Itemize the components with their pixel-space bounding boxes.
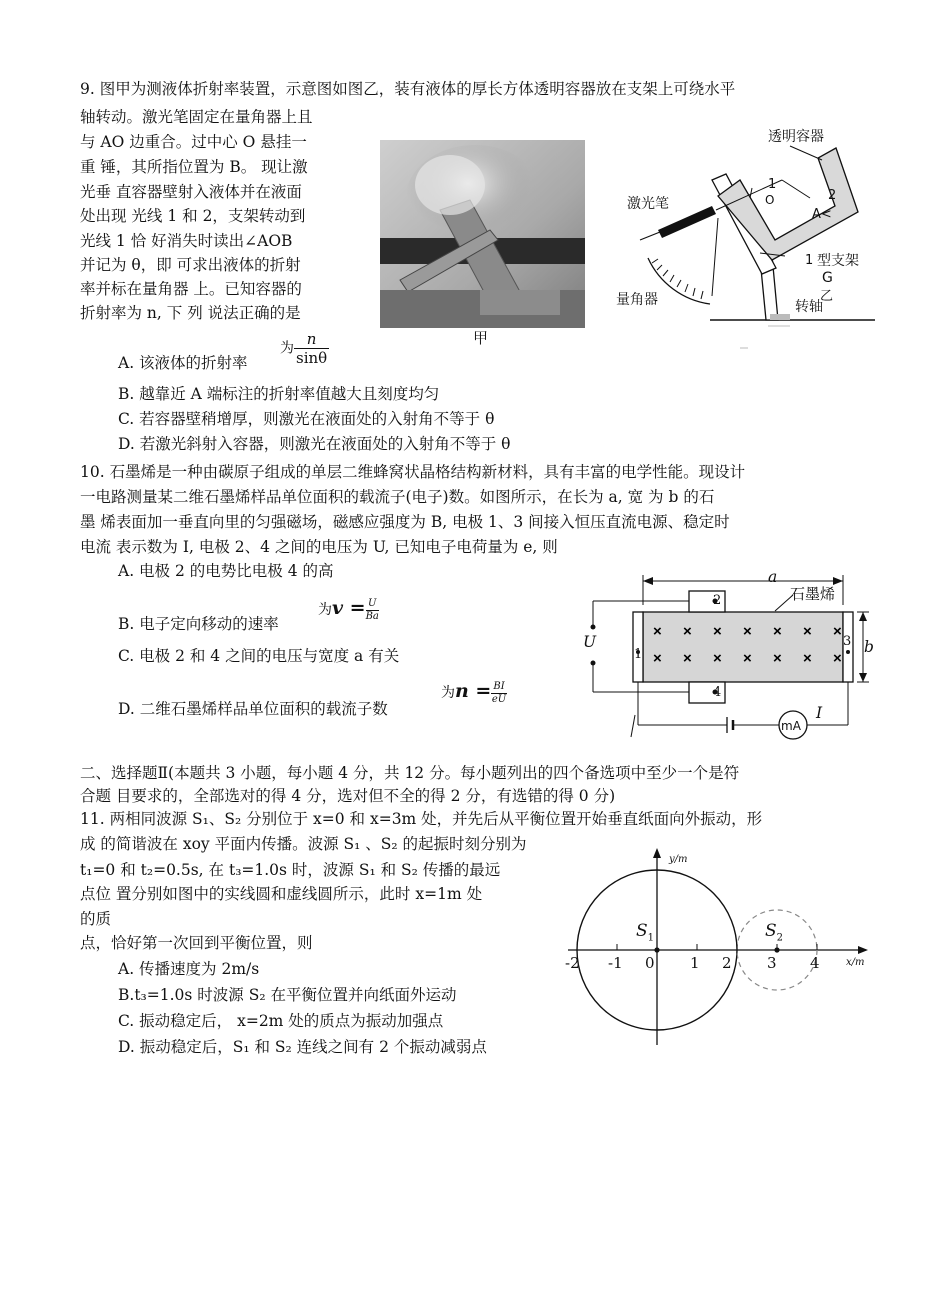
laser-pen-label: 激光笔: [627, 196, 669, 212]
y-axis-label: y/m: [669, 854, 688, 865]
dim-a-label: a: [768, 568, 778, 586]
q10-option-d-formula: 为n = $\frac{BI}{eU}$: [441, 680, 507, 705]
electrode-3-label: 3: [843, 634, 852, 649]
magnetic-field-cross: ×: [833, 623, 842, 640]
q9-stem-line-1: 9. 图甲为测液体折射率装置，示意图如图乙，装有液体的厚长方体透明容器放在支架上可绕水平: [80, 80, 736, 98]
q11-option-a: A. 传播速度为 2m/s: [118, 960, 260, 978]
one-label: 1: [805, 253, 814, 268]
s1-point: [654, 947, 659, 952]
s1-label: $S_1$: [636, 921, 655, 944]
tick-label-1: 1: [690, 954, 700, 972]
q9-option-d: D. 若激光斜射入容器，则激光在液面处的入射角不等于 θ: [118, 435, 511, 453]
bracket-label: 型支架: [817, 253, 859, 269]
tick-label-2: 2: [722, 954, 732, 972]
q9-stem-line-4: 重 锤，其所指位置为 B。 现让激: [80, 158, 308, 176]
q9-option-c: C. 若容器壁稍增厚，则激光在液面处的入射角不等于 θ: [118, 410, 495, 428]
q11-stem-line-3: t₁=0 和 t₂=0.5s, 在 t₃=1.0s 时，波源 S₁ 和 S₂ 传播的最远: [80, 861, 501, 879]
q9-stem-line-2: 轴转动。激光笔固定在量角器上且: [80, 108, 313, 126]
q11-option-c: C. 振动稳定后， x=2m 处的质点为振动加强点: [118, 1012, 444, 1030]
q10-option-a: A. 电极 2 的电势比电极 4 的高: [118, 562, 334, 580]
q11-stem-line-6: 点，恰好第一次回到平衡位置，则: [80, 934, 313, 952]
electrode-2-label: 2: [713, 593, 722, 608]
q11-stem-line-2: 成 的简谐波在 xoy 平面内传播。波源 S₁ 、S₂ 的起振时刻分别为: [80, 835, 527, 853]
q9-stem-line-9: 率并标在量角器 上。已知容器的: [80, 280, 302, 298]
axle-label: 转轴: [795, 299, 823, 315]
x-axis-label: x/m: [846, 957, 865, 968]
magnetic-field-cross: ×: [653, 623, 662, 640]
magnetic-field-cross: ×: [773, 650, 782, 667]
q9-photo: [380, 140, 585, 328]
protractor-label: 量角器: [616, 292, 658, 308]
tick-label-neg1: -1: [608, 954, 623, 972]
section2-line-1: 二、选择题Ⅱ(本题共 3 小题，每小题 4 分，共 12 分。每小题列出的四个备选项中至少一个是符: [80, 764, 740, 782]
magnetic-field-cross: ×: [773, 623, 782, 640]
voltage-u-label: U: [583, 633, 597, 651]
s2-label: $S_2$: [765, 921, 784, 944]
q9-stem-line-8: 并记为 θ，即 可求出液体的折射: [80, 256, 301, 274]
magnetic-field-cross: ×: [833, 650, 842, 667]
q10-option-c: C. 电极 2 和 4 之间的电压与宽度 a 有关: [118, 647, 400, 665]
magnetic-field-cross: ×: [803, 650, 812, 667]
q9-stem-line-10: 折射率为 n, 下 列 说法正确的是: [80, 304, 301, 322]
tick-label-3: 3: [767, 954, 777, 972]
current-i-label: I: [816, 704, 823, 722]
q10-stem-line-1: 10. 石墨烯是一种由碳原子组成的单层二维蜂窝状晶格结构新材料，具有丰富的电学性能。现设计: [80, 463, 746, 481]
q10-stem-line-2: 一电路测量某二维石墨烯样品单位面积的载流子(电子)数。如图所示，在长为 a, 宽 为 b 的石: [80, 488, 715, 506]
q10-stem-line-3: 墨 烯表面加一垂直向里的匀强磁场，磁感应强度为 B, 电极 1、3 间接入恒压直流电源、稳定时: [80, 513, 730, 531]
q11-stem-line-4: 点位 置分别如图中的实线圆和虚线圆所示，此时 x=1m 处: [80, 885, 483, 903]
container-label: 透明容器: [768, 129, 824, 145]
q11-figure: [558, 840, 878, 1050]
tick-label-0: 0: [645, 954, 655, 972]
q10-stem-line-4: 电流 表示数为 I, 电极 2、4 之间的电压为 U, 已知电子电荷量为 e, 则: [80, 538, 558, 556]
diagram-caption: 乙: [820, 289, 834, 304]
electrode-1-label: 1: [634, 647, 643, 662]
g-label: G: [822, 270, 833, 286]
ray-1-label: 1: [768, 177, 777, 192]
q11-option-b: B.t₃=1.0s 时波源 S₂ 在平衡位置并向纸面外运动: [118, 986, 457, 1004]
magnetic-field-cross: ×: [653, 650, 662, 667]
q9-option-b: B. 越靠近 A 端标注的折射率值越大且刻度均匀: [118, 385, 440, 403]
magnetic-field-cross: ×: [803, 623, 812, 640]
magnetic-field-cross: ×: [743, 623, 752, 640]
tick-label-4: 4: [810, 954, 820, 972]
magnetic-field-cross: ×: [743, 650, 752, 667]
q9-stem-line-5: 光垂 直容器壁射入液体并在液面: [80, 183, 302, 201]
q9-stem-line-7: 光线 1 恰 好消失时读出∠AOB: [80, 232, 293, 250]
q9-stem-line-6: 处出现 光线 1 和 2，支架转动到: [80, 207, 306, 225]
electrode-4-label: 4: [713, 685, 722, 700]
dim-b-label: b: [864, 638, 874, 656]
q9-diagram: [600, 118, 880, 358]
q9-option-a-formula: 为 $\frac{n}{\sin\theta}$: [280, 330, 328, 367]
q9-photo-caption: 甲: [473, 329, 489, 347]
o-label: O: [765, 193, 775, 207]
graphene-label: 石墨烯: [790, 585, 836, 603]
a-label: A<: [812, 207, 832, 222]
ray-2-label: 2: [828, 188, 837, 203]
q10-figure: [575, 565, 890, 745]
container: [718, 148, 858, 260]
q11-stem-line-5: 的质: [80, 910, 112, 928]
magnetic-field-cross: ×: [713, 623, 722, 640]
ammeter-label: mA: [781, 719, 801, 733]
q10-option-d: D. 二维石墨烯样品单位面积的载流子数: [118, 700, 388, 718]
q10-option-b: B. 电子定向移动的速率: [118, 615, 279, 633]
q10-option-b-formula: 为v = $\frac{U}{Ba}$: [318, 597, 379, 622]
q9-stem-line-3: 与 AO 边重合。过中心 O 悬挂一: [80, 133, 307, 151]
magnetic-field-cross: ×: [713, 650, 722, 667]
magnetic-field-cross: ×: [683, 623, 692, 640]
q11-option-d: D. 振动稳定后，S₁ 和 S₂ 连线之间有 2 个振动减弱点: [118, 1038, 487, 1056]
q9-option-a: A. 该液体的折射率: [118, 354, 248, 372]
section2-line-2: 合题 目要求的，全部选对的得 4 分，选对但不全的得 2 分，有选错的得 0 分): [80, 787, 616, 805]
magnetic-field-cross: ×: [683, 650, 692, 667]
q11-stem-line-1: 11. 两相同波源 S₁、S₂ 分别位于 x=0 和 x=3m 处，并先后从平衡位置开始垂直纸面向外振动，形: [80, 810, 763, 828]
tick-label-neg2: -2: [565, 954, 580, 972]
